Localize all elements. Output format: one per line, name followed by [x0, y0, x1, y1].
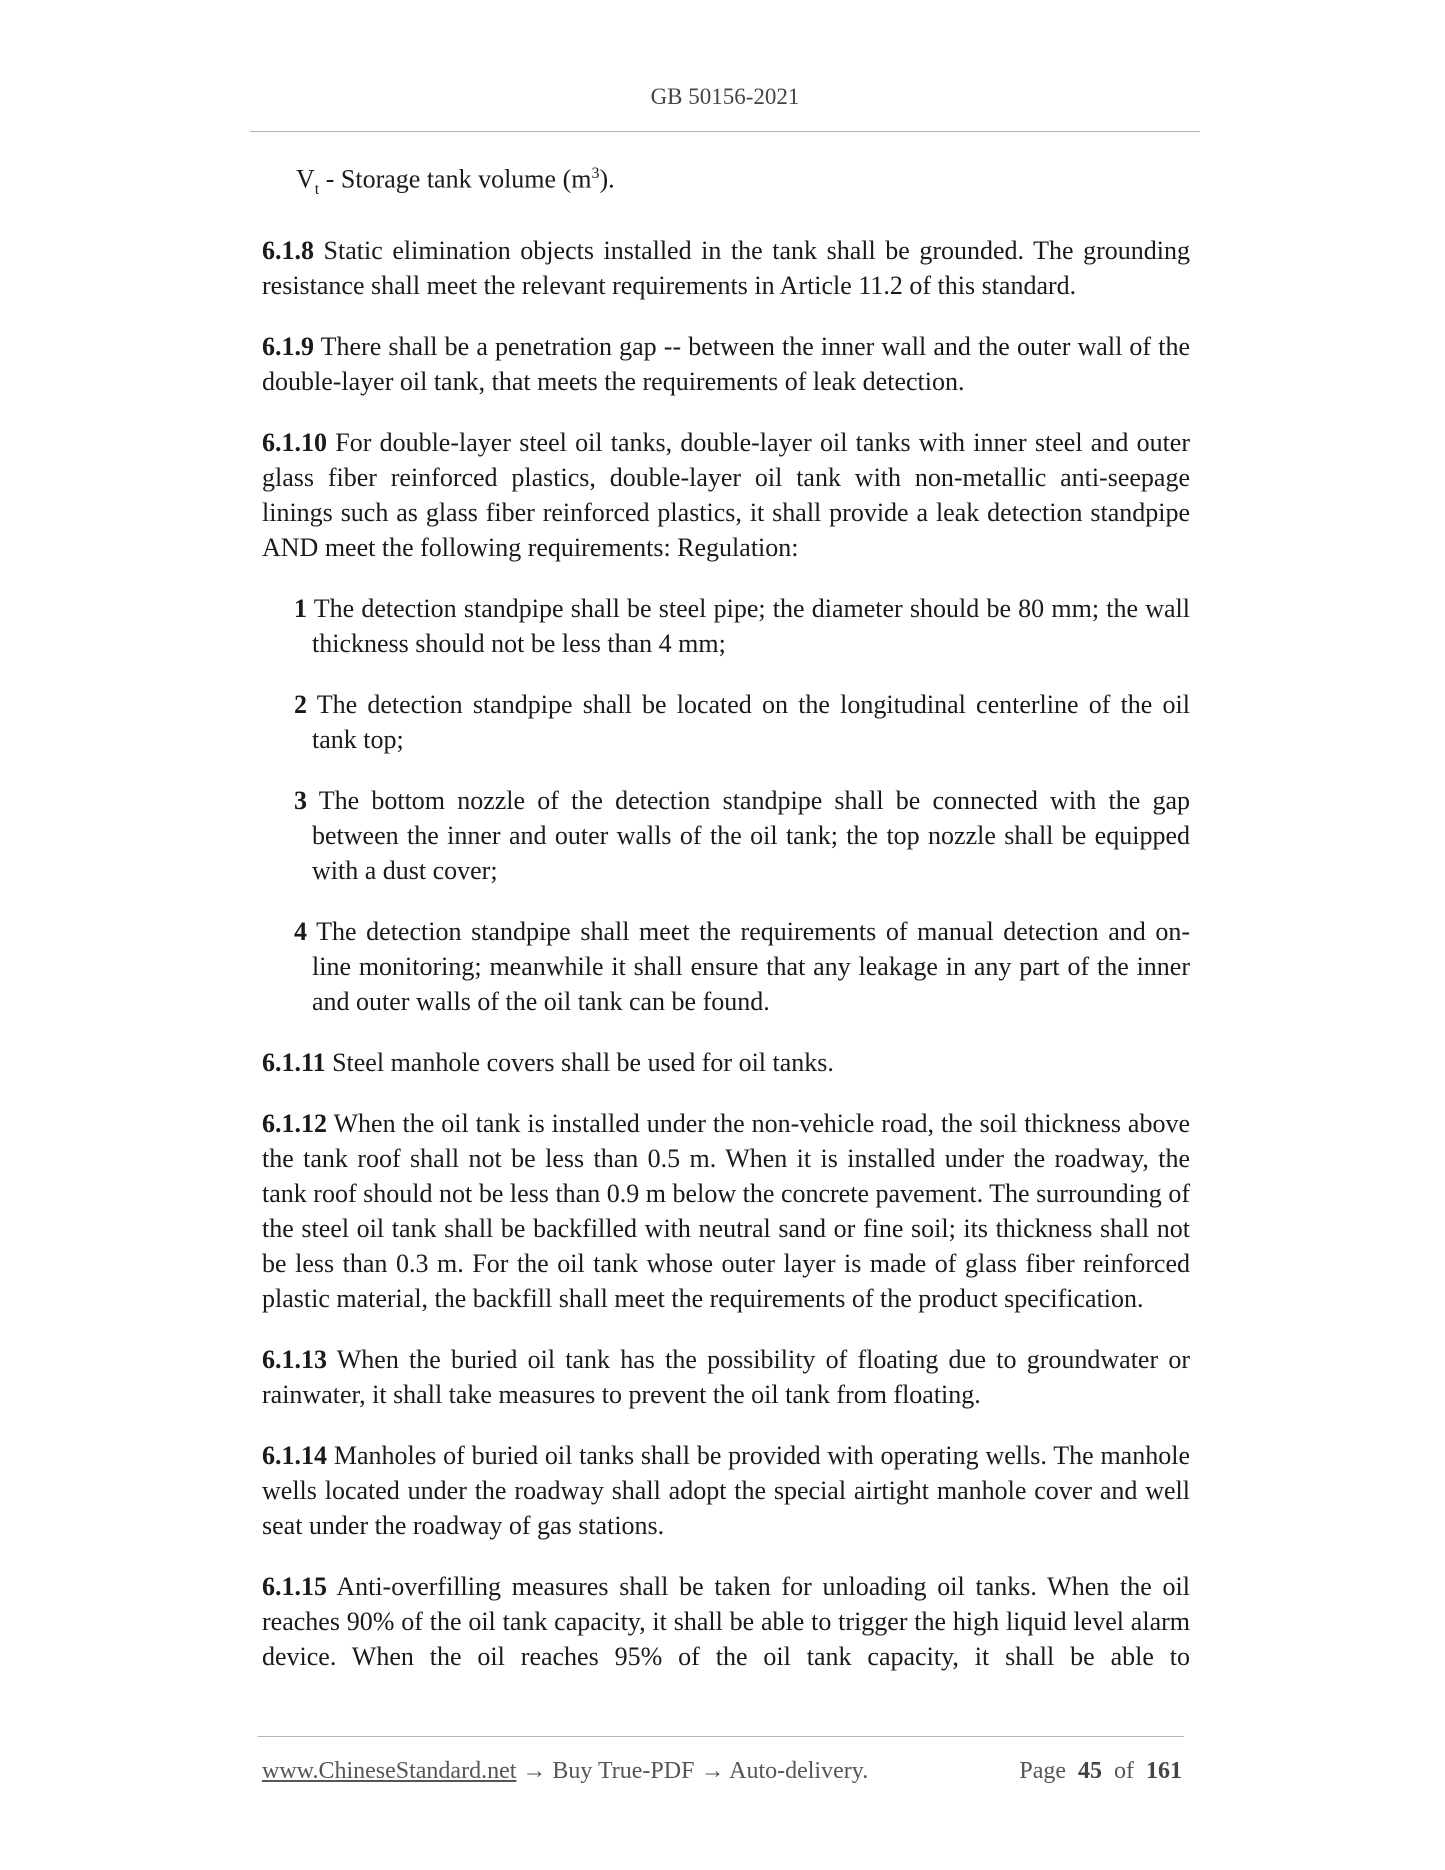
variable-definition: [262, 156, 1190, 207]
list-item: [262, 687, 1190, 757]
variable-subscript: t: [314, 180, 320, 198]
document-header: GB 50156-2021: [650, 84, 800, 109]
website-link[interactable]: www.ChineseStandard.net: [262, 1758, 517, 1784]
clause-number: 6.1.14: [262, 1440, 327, 1470]
header-divider: [250, 131, 1200, 132]
page-content: [262, 156, 1190, 1674]
variable-closing: ).: [599, 164, 615, 194]
clause-text: When the oil tank is installed under the non-vehicle road, the soil thickness above the tank roof shall not be less than 0.5 m. When it is installed under the roadway, the tank roof should not be less than 0.9 m below the concrete pavement. The surrounding of the steel oil tank shall be backfilled with neutral sand or fine soil; its thickness shall not be less than 0.3 m. For the oil tank whose outer layer is made of glass fiber reinforced plastic material, the backfill shall meet the requirements of the product specification.: [262, 1108, 1190, 1313]
current-page-number: 45: [1078, 1758, 1102, 1784]
list-item: [262, 783, 1190, 888]
footer-divider: [258, 1736, 1184, 1737]
list-item-number: 1: [294, 593, 307, 623]
list-item-number: 2: [294, 689, 307, 719]
list-item-text: The bottom nozzle of the detection standpipe shall be connected with the gap between the inner and outer walls of the oil tank; the top nozzle shall be equipped with a dust cover;: [307, 785, 1190, 885]
total-pages-number: 161: [1146, 1758, 1182, 1784]
page-label: Page: [1019, 1758, 1066, 1784]
clause-6-1-8: [262, 233, 1190, 303]
clause-number: 6.1.13: [262, 1344, 327, 1374]
clause-text: Steel manhole covers shall be used for oil tanks.: [325, 1047, 834, 1077]
clause-6-1-15: [262, 1569, 1190, 1674]
page-counter: [1019, 1758, 1182, 1785]
of-label: of: [1114, 1758, 1134, 1784]
clause-number: 6.1.12: [262, 1108, 327, 1138]
clause-text: There shall be a penetration gap -- between the inner wall and the outer wall of the double-layer oil tank, that meets the requirements of leak detection.: [262, 331, 1190, 396]
clause-number: 6.1.10: [262, 427, 327, 457]
clause-6-1-12: [262, 1106, 1190, 1316]
clause-6-1-14: [262, 1438, 1190, 1543]
clause-number: 6.1.9: [262, 331, 314, 361]
unit-superscript: 3: [591, 165, 600, 182]
list-item-text: The detection standpipe shall be steel pipe; the diameter should be 80 mm; the wall thickness should not be less than 4 mm;: [307, 593, 1190, 658]
list-item-number: 3: [294, 785, 307, 815]
list-item-number: 4: [294, 916, 307, 946]
clause-6-1-10: [262, 425, 1190, 565]
list-item: [262, 591, 1190, 661]
footer-promo: [262, 1758, 868, 1785]
clause-text: Manholes of buried oil tanks shall be provided with operating wells. The manhole wells located under the roadway shall adopt the special airtight manhole cover and well seat under the roadway of gas stations.: [262, 1440, 1190, 1540]
clause-number: 6.1.11: [262, 1047, 326, 1077]
clause-text: Anti-overfilling measures shall be taken for unloading oil tanks. When the oil reaches 90% of the oil tank capacity, it shall be able to trigger the high liquid level alarm device. When the oil reaches 95% of the oil tank capacity, it shall be able to: [262, 1571, 1190, 1671]
clause-number: 6.1.8: [262, 235, 314, 265]
clause-text: Static elimination objects installed in the tank shall be grounded. The grounding resistance shall meet the relevant requirements in Article 11.2 of this standard.: [262, 235, 1190, 300]
list-item-text: The detection standpipe shall meet the requirements of manual detection and on-line monitoring; meanwhile it shall ensure that any leakage in any part of the inner and outer walls of the oil tank can be found.: [307, 916, 1190, 1016]
clause-text: For double-layer steel oil tanks, double-layer oil tanks with inner steel and outer glass fiber reinforced plastics, double-layer oil tank with non-metallic anti-seepage linings such as glass fiber reinforced plastics, it shall provide a leak detection standpipe AND meet the following requirements: Regulation:: [262, 427, 1190, 562]
footer-tagline: → Buy True-PDF → Auto-delivery.: [516, 1758, 869, 1784]
clause-6-1-13: [262, 1342, 1190, 1412]
clause-6-1-9: [262, 329, 1190, 399]
clause-number: 6.1.15: [262, 1571, 327, 1601]
variable-description: - Storage tank volume (m: [319, 164, 592, 194]
list-item: [262, 914, 1190, 1019]
list-item-text: The detection standpipe shall be located on the longitudinal centerline of the oil tank top;: [307, 689, 1190, 754]
variable-symbol: V: [296, 164, 315, 194]
clause-6-1-11: [262, 1045, 1190, 1080]
clause-text: When the buried oil tank has the possibility of floating due to groundwater or rainwater, it shall take measures to prevent the oil tank from floating.: [262, 1344, 1190, 1409]
